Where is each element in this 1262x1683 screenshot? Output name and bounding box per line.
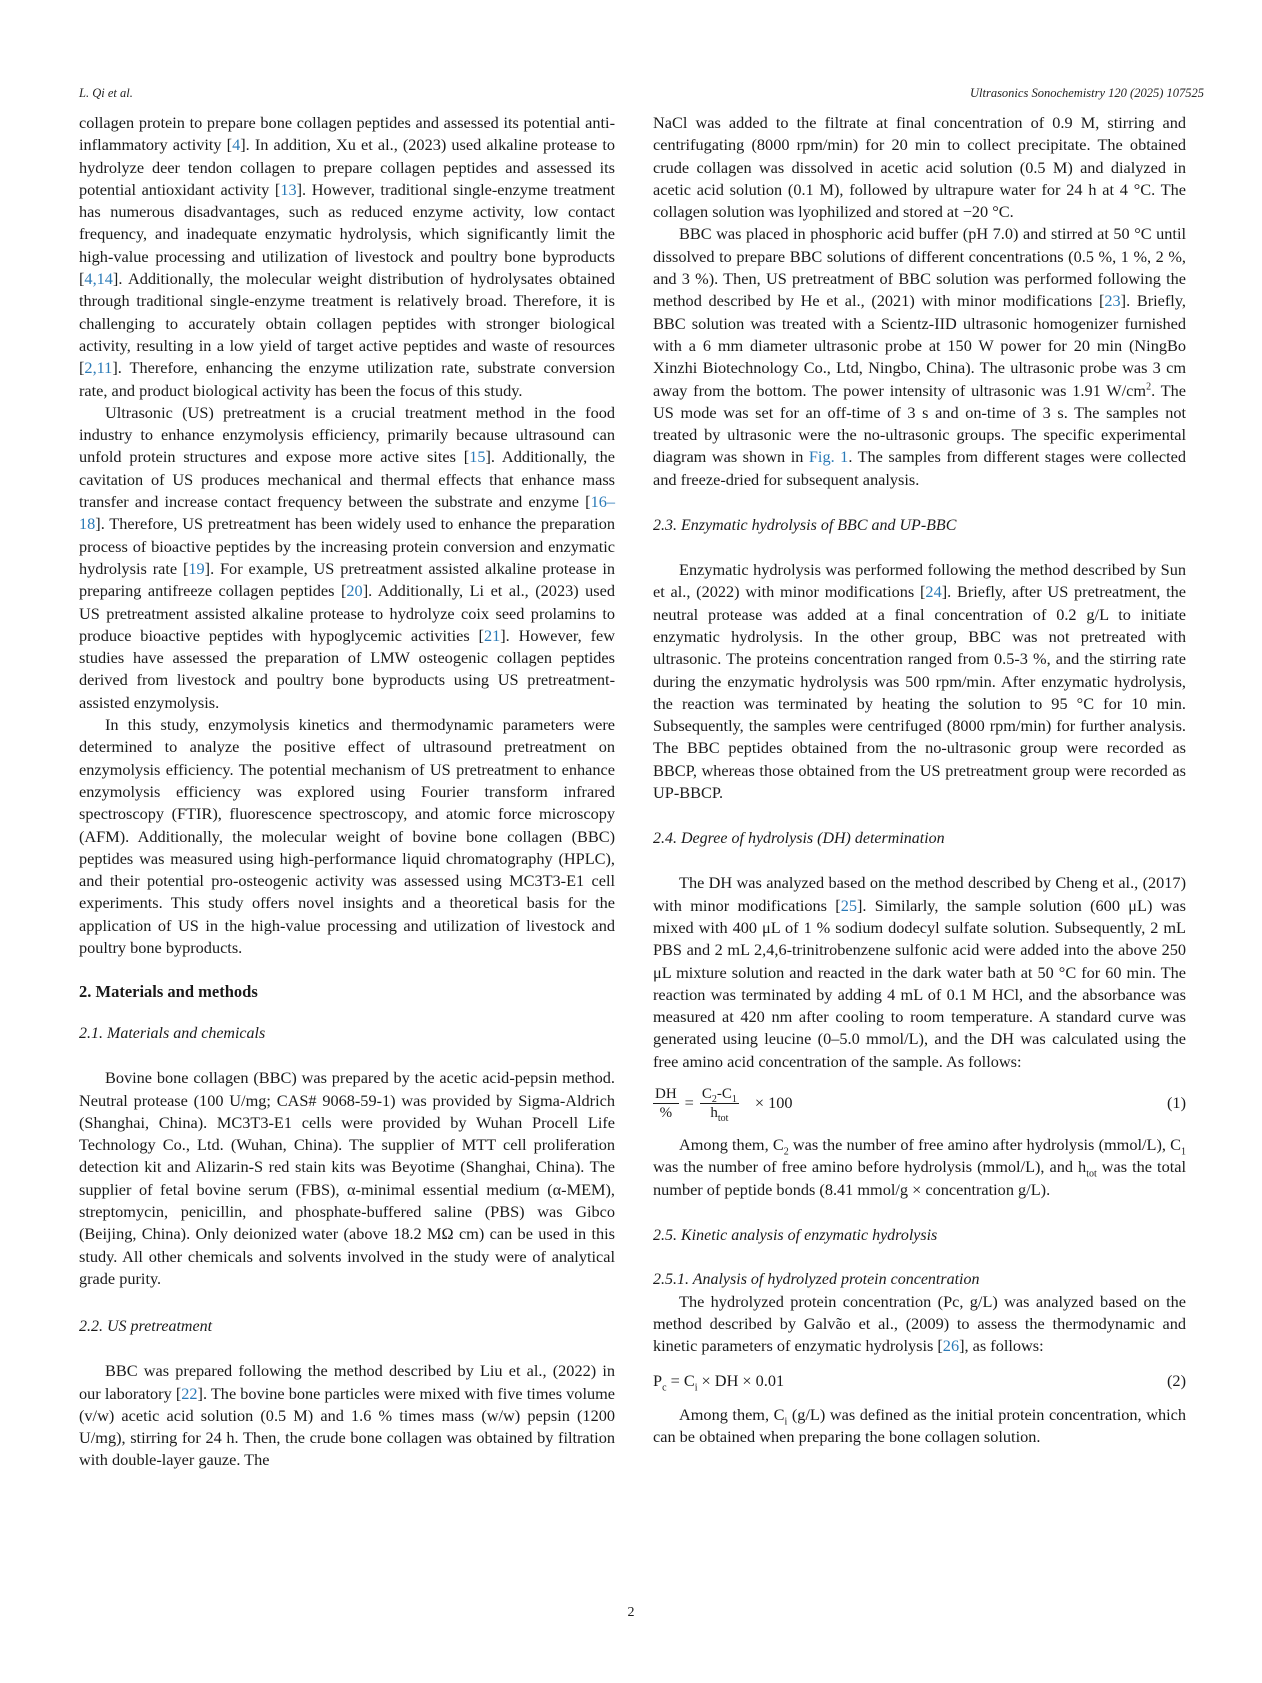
paragraph-materials: Bovine bone collagen (BBC) was prepared by the acetic acid-pepsin method. Neutral protease (100 U/mg; CAS# 9068-59-1) was provided by Sigma-Aldrich (Shanghai, China). MC3T3-E1 cells were provided by Wuhan Procell Life Technology Co., Ltd. (Wuhan, China). The supplier of MTT cell proliferation detection kit and Alizarin-S red stain kits was Beyotime (Shanghai, China). The supplier of fetal bovine serum (FBS), α-minimal essential medium (α-MEM), streptomycin, penicillin, and phosphate-buffered saline (PBS) was Gibco (Beijing, China). Only deionized water (above 18.2 MΩ cm) can be used in this study. All other chemicals and solvents involved in the study were of analytical grade purity.	[79, 1068, 615, 1288]
paragraph-enzymatic-hydrolysis: Enzymatic hydrolysis was performed following the method described by Sun et al., (2022) with minor modifications [24]. Briefly, after US pretreatment, the neutral protease was added at a final concentration of 0.2 g/L to initiate enzymatic hydrolysis. In the other group, BBC was not pretreated with ultrasonic. The proteins concentration ranged from 0.5-3 %, and the stirring rate during the enzymatic hydrolysis was 500 rpm/min. After enzymatic hydrolysis, the reaction was terminated by heating the solution to 95 °C for 10 min. Subsequently, the samples were centrifuged (8000 rpm/min) for further analysis. The BBC peptides obtained from the no-ultrasonic group were recorded as BBCP, whereas those obtained from the US pretreatment group were recorded as UP-BBCP.	[653, 560, 1186, 803]
left-column	[79, 112, 615, 1472]
citation-link[interactable]: 4,14	[84, 269, 113, 289]
paragraph-bbc-solution: BBC was placed in phosphoric acid buffer (pH 7.0) and stirred at 50 °C until dissolved to prepare BBC solutions of different concentrations (0.5 %, 1 %, 2 %, and 3 %). Then, US pretreatment of BBC solution was performed following the method described by He et al., (2021) with minor modifications [23]. Briefly, BBC solution was treated with a Scientz-IID ultrasonic homogenizer furnished with a 6 mm diameter ultrasonic probe at 150 W power for 20 min (NingBo Xinzhi Biotechnology Co., Ltd, Ningbo, China). The ultrasonic probe was 3 cm away from the bottom. The power intensity of ultrasonic was 1.91 $W/cm^2$. The US mode was set for an off-time of 3 s and on-time of 3 s. The samples not treated by ultrasonic were the no-ultrasonic groups. The specific experimental diagram was shown in Fig. 1. The samples from different stages were collected and freeze-dried for subsequent analysis.	[653, 224, 1186, 489]
paragraph-ultrasonic: Ultrasonic (US) pretreatment is a crucial treatment method in the food industry to enhance enzymolysis efficiency, primarily because ultrasound can unfold protein structures and expose more active sites [15]. Additionally, the cavitation of US produces mechanical and thermal effects that enhance mass transfer and increase contact frequency between the substrate and enzyme [16–18]. Therefore, US pretreatment has been widely used to enhance the preparation process of bioactive peptides by the increasing protein conversion and enzymatic hydrolysis rate [19]. For example, US pretreatment assisted alkaline protease in preparing antifreeze collagen peptides [20]. Additionally, Li et al., (2023) used US pretreatment assisted alkaline protease to hydrolyze coix seed prolamins to produce bioactive peptides with hypoglycemic activities [21]. However, few studies have assessed the preparation of LMW osteogenic collagen peptides derived from livestock and poultry bone byproducts using US pretreatment-assisted enzymolysis.	[79, 402, 616, 712]
page-number: 2	[627, 1605, 635, 1620]
subsubsection-heading-2-5-1: 2.5.1. Analysis of hydrolyzed protein concentration	[653, 1270, 980, 1288]
citation-link[interactable]: 13	[280, 179, 297, 199]
paragraph-intro-continued: collagen protein to prepare bone collagen peptides and assessed its potential anti-inflammatory activity [4]. In addition, Xu et al., (2023) used alkaline protease to hydrolyze deer tendon collagen to prepare collagen peptides and assessed its potential antioxidant activity [13]. However, traditional single-enzyme treatment has numerous disadvantages, such as reduced enzyme activity, low contact frequency, and inadequate enzymatic hydrolysis, which significantly limit the high-value processing and utilization of livestock and poultry bone byproducts [4,14]. Additionally, the molecular weight distribution of hydrolysates obtained through traditional single-enzyme treatment is relatively broad. Therefore, it is challenging to accurately obtain collagen peptides with stronger biological activity, resulting in a low yield of target active peptides and waste of resources [2,11]. Therefore, enhancing the enzyme utilization rate, substrate conversion rate, and product biological activity has been the focus of this study.	[79, 113, 615, 400]
running-head-journal: Ultrasonics Sonochemistry 120 (2025) 107525	[969, 86, 1204, 100]
subsection-heading-2-3: 2.3. Enzymatic hydrolysis of BBC and UP-BBC	[653, 517, 957, 535]
citation-link[interactable]: 16–18	[79, 492, 615, 534]
citation-link[interactable]: 4	[232, 135, 241, 155]
citation-link[interactable]: 2,11	[84, 358, 113, 378]
equation-2-number: (2)	[1167, 1370, 1186, 1390]
citation-link[interactable]: 15	[469, 447, 486, 467]
citation-link[interactable]: 25	[840, 895, 857, 915]
citation-link[interactable]: 22	[181, 1383, 198, 1403]
paragraph-hydrolyzed-protein: The hydrolyzed protein concentration (Pc, g/L) was analyzed based on the method described by Galvão et al., (2009) to assess the thermodynamic and kinetic parameters of enzymatic hydrolysis [26], as follows:	[653, 1291, 1186, 1356]
equation-1-number: (1)	[1167, 1093, 1186, 1113]
equation-1-lhs: $\frac{DH}{\%}$	[655, 1085, 677, 1121]
running-head-authors: L. Qi et al.	[79, 86, 133, 100]
citation-link[interactable]: 20	[346, 581, 363, 601]
paragraph-us-pretreatment: BBC was prepared following the method described by Liu et al., (2022) in our laboratory [22]. The bovine bone particles were mixed with five times volume (v/w) acetic acid solution (0.5 M) and 1.6 % times mass (w/w) pepsin (1200 U/mg), stirring for 24 h. Then, the crude bone collagen was obtained by filtration with double-layer gauze. The	[79, 1361, 615, 1470]
subsection-heading-2-1: 2.1. Materials and chemicals	[79, 1025, 266, 1043]
equation-1-rhs: $\frac{C_2-C_1}{h_{tot}}$	[701, 1085, 737, 1124]
equation-1	[653, 1085, 1186, 1122]
section-heading-materials-methods: 2. Materials and methods	[79, 982, 258, 1002]
paragraph-initial-concentration: Among them, $C_i$ (g/L) was defined as the initial protein concentration, which can be obtained when preparing the bone collagen solution.	[653, 1405, 1186, 1447]
paragraph-study-aim: In this study, enzymolysis kinetics and thermodynamic parameters were determined to analyze the positive effect of ultrasound pretreatment on enzymolysis efficiency. The potential mechanism of US pretreatment to enhance enzymolysis efficiency was explored using Fourier transform infrared spectroscopy (FTIR), fluorescence spectroscopy, and atomic force microscopy (AFM). Additionally, the molecular weight of bovine bone collagen (BBC) peptides was measured using high-performance liquid chromatography (HPLC), and their potential pro-osteogenic activity was assessed using MC3T3-E1 cell experiments. This study offers novel insights and a theoretical basis for the application of US in the high-value processing and utilization of livestock and poultry bone byproducts.	[79, 715, 615, 957]
paragraph-dh-method: The DH was analyzed based on the method described by Cheng et al., (2017) with minor modifications [25]. Similarly, the sample solution (600 μL) was mixed with 400 μL of 1 % sodium dodecyl sulfate solution. Subsequently, 2 mL PBS and 2 mL 2,4,6-trinitrobenzene sulfonic acid were added into the above 250 μL mixture solution and reacted in the dark water bath at 50 °C for 60 min. The reaction was terminated by adding 4 mL of 0.1 M HCl, and the absorbance was measured at 420 nm after cooling to room temperature. A standard curve was generated using leucine (0–5.0 mmol/L), and the DH was calculated using the free amino acid concentration of the sample. As follows:	[653, 873, 1186, 1071]
citation-link[interactable]: 23	[1104, 291, 1121, 311]
equation-2	[653, 1370, 1186, 1392]
citation-link[interactable]: 26	[942, 1336, 960, 1356]
citation-link[interactable]: 24	[925, 582, 942, 602]
right-column	[653, 112, 1186, 1449]
subsection-heading-2-4: 2.4. Degree of hydrolysis (DH) determination	[653, 830, 945, 848]
paragraph-collagen-prep-continued: NaCl was added to the filtrate at final concentration of 0.9 M, stirring and centrifugating (8000 rpm/min) for 20 min to collect precipitate. The obtained crude collagen was dissolved in acetic acid solution (0.5 M) and dialyzed in acetic acid solution (0.1 M), followed by ultrapure water for 24 h at 4 °C. The collagen solution was lyophilized and stored at −20 °C.	[653, 113, 1186, 222]
paragraph-dh-variables: Among them, $C_2$ was the number of free amino after hydrolysis (mmol/L), $C_1$ was the number of free amino before hydrolysis (mmol/L), and $h_{tot}$ was the total number of peptide bonds (8.41 mmol/g × concentration g/L).	[653, 1134, 1187, 1199]
subsection-heading-2-2: 2.2. US pretreatment	[79, 1318, 213, 1336]
equation-1-body: $\frac{DH}{\%}$ = $\frac{C_2-C_1}{h_{tot}}$ × 100	[655, 1085, 793, 1124]
citation-link[interactable]: 19	[188, 558, 205, 578]
figure-link[interactable]: Fig. 1	[808, 447, 849, 467]
subsection-heading-2-5: 2.5. Kinetic analysis of enzymatic hydrolysis	[653, 1226, 938, 1244]
equation-2-body: $P_c = C_i$ × DH × 0.01	[653, 1370, 785, 1394]
citation-link[interactable]: 21	[483, 625, 501, 645]
